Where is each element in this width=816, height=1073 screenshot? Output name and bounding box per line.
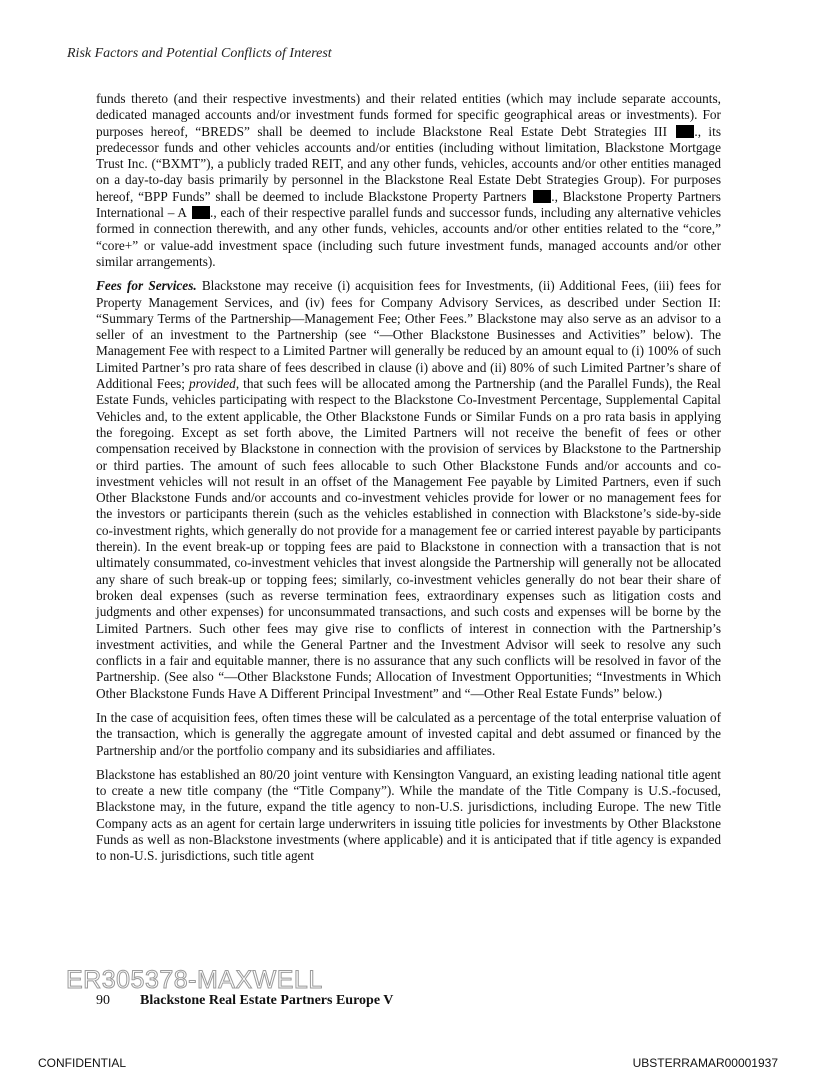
emphasis-text: provided bbox=[189, 376, 236, 392]
document-body bbox=[96, 91, 721, 873]
paragraph-fees-for-services bbox=[96, 278, 721, 702]
paragraph-funds-definitions bbox=[96, 91, 721, 270]
paragraph-acquisition-fees: In the case of acquisition fees, often times these will be calculated as a percentage of the total enterprise valuation of the transaction, which is generally the aggregate amount of invested capital and debt assumed or financed by the Partnership and/or the portfolio company and its subsidiaries and affiliates. bbox=[96, 709, 721, 758]
exhibit-watermark: ER305378-MAXWELL bbox=[66, 966, 323, 994]
page-footer bbox=[96, 993, 393, 1009]
redaction-block bbox=[676, 125, 694, 138]
footer-document-title: Blackstone Real Estate Partners Europe V bbox=[140, 993, 394, 1008]
redaction-block bbox=[192, 206, 210, 219]
paragraph-text: Blackstone may receive (i) acquisition fees for Investments, (ii) Additional Fees, (iii) fees for Property Management Services, and (iv) fees for Company Advisory Services, as described under Section II: “Summary Terms of the Partnership—Management Fee; Other Fees.” Blackstone may also serve as an advisor to a seller of an investment to the Partnership (see “—Other Blackstone Businesses and Activities” below). The Management Fee with respect to a Limited Partner will generally be reduced by an amount equal to (i) 100% of such Limited Partner’s pro rata share of fees described in clause (i) above and (ii) 80% of such Limited Partner’s share of Additional Fees; bbox=[96, 278, 721, 392]
paragraph-title-company: Blackstone has established an 80/20 joint venture with Kensington Vanguard, an existing leading national title agent to create a new title company (the “Title Company”). While the mandate of the Title Company is U.S.-focused, Blackstone may, in the future, expand the title agency to non-U.S. jurisdictions, including Europe. The new Title Company acts as an agent for certain large underwriters in issuing title policies for investments by Other Blackstone Funds as well as non-Blackstone investments (where applicable) and it is anticipated that if title agency is expanded to non-U.S. jurisdictions, such title agent bbox=[96, 766, 721, 864]
bates-number: UBSTERRAMAR00001937 bbox=[632, 1056, 778, 1070]
paragraph-text: ., its predecessor funds and other vehicles accounts and/or entities (including without limitation, Blackstone Mortgage Trust Inc. (“BXMT”), a publicly traded REIT, and any other funds, vehicles, accounts and/or other entities managed on a day-to-day basis primarily by personnel in the Blackstone Real Estate Debt Strategies Group). For purposes hereof, “BPP Funds” shall be deemed to include Blackstone Property Partners bbox=[96, 123, 721, 204]
paragraph-text: ., Blackstone Property Partners International – A bbox=[96, 188, 721, 221]
confidential-label: CONFIDENTIAL bbox=[38, 1056, 127, 1070]
page-number: 90 bbox=[96, 993, 110, 1008]
redaction-block bbox=[533, 190, 551, 203]
paragraph-text: funds thereto (and their respective investments) and their related entities (which may include separate accounts, dedicated managed accounts and/or investment funds formed for specific geographical areas or investments). For purposes hereof, “BREDS” shall be deemed to include Blackstone Real Estate Debt Strategies III bbox=[96, 91, 721, 139]
section-heading: Fees for Services. bbox=[96, 278, 197, 294]
paragraph-text: ., each of their respective parallel funds and successor funds, including any alternative vehicles formed in connection therewith, and any other funds, vehicles, accounts and/or other entities related to the “core,” “core+” or value-add investment space (including such future investment funds, managed accounts and/or other similar arrangements). bbox=[96, 205, 721, 269]
running-header: Risk Factors and Potential Conflicts of Interest bbox=[67, 46, 332, 61]
paragraph-text: , that such fees will be allocated among the Partnership (and the Parallel Funds), the Real Estate Funds, vehicles participating with respect to the Blackstone Co-Investment Percentage, Supplemental Capital Vehicles and, to the extent applicable, the Other Blackstone Funds or Similar Funds on a pro rata basis in applying the foregoing. Except as set forth above, the Limited Partners will not receive the benefit of fees or other compensation received by Blackstone in connection with the provision of services by Blackstone to the Partnership or third parties. The amount of such fees allocable to such Other Blackstone Funds and/or accounts and co-investment vehicles will not result in an offset of the Management Fee payable by Limited Partners, even if such Other Blackstone Funds and/or accounts and co-investment vehicles provide for lower or no management fees for the investors or participants therein (such as the vehicles established in connection with Blackstone’s side-by-side co-investment rights, which generally do not provide for a management fee or carried interest payable by participants therein). In the event break-up or topping fees are paid to Blackstone in connection with a transaction that is not ultimately consummated, co-investment vehicles that invest alongside the Partnership will generally not be allocated any share of such break-up or topping fees; similarly, co-investment vehicles generally do not bear their share of broken deal expenses (such as reverse termination fees, extraordinary expenses such as litigation costs and judgments and other expenses) for unconsummated transactions, and such costs and expenses will be borne by the Limited Partners. Such other fees may give rise to conflicts of interest in connection with the Partnership’s investment activities, and while the General Partner and the Investment Advisor will seek to resolve any such conflicts in a fair and equitable manner, there is no assurance that any such conflicts will be resolved in favor of the Partnership. (See also “—Other Blackstone Funds; Allocation of Investment Opportunities; “Investments in Which Other Blackstone Funds Have A Different Principal Investment” and “—Other Real Estate Funds” below.) bbox=[96, 376, 721, 701]
